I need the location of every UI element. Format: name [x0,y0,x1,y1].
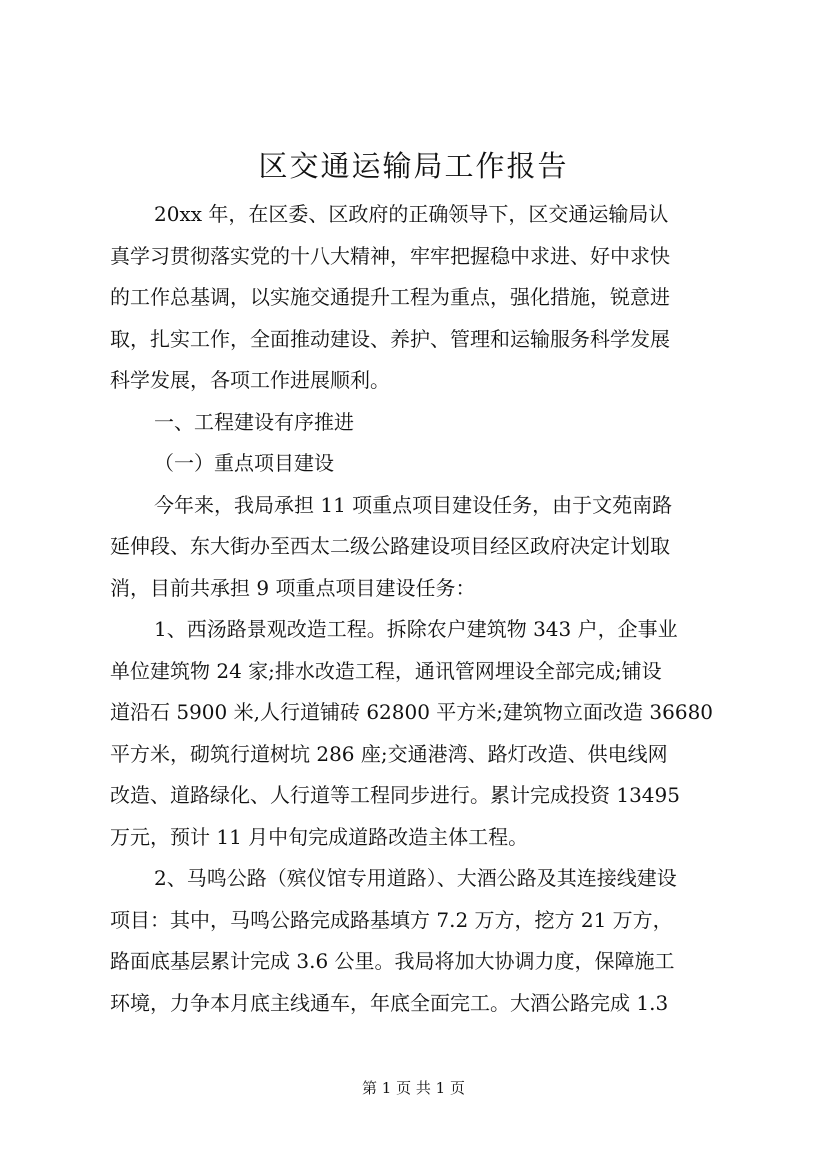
text-line: 环境，力争本月底主线通车，年底全面完工。大酒公路完成 1.3 [110,990,669,1015]
text-line: 延伸段、东大街办至西太二级公路建设项目经区政府决定计划取 [110,534,670,558]
document-title: 区交通运输局工作报告 [258,149,569,183]
text-line: 万元，预计 11 月中旬完成道路改造主体工程。 [110,824,529,849]
text-line: 道沿石 5900 米,人行道铺砖 62800 平方米;建筑物立面改造 36680 [110,700,714,724]
text-line: 2、马鸣公路（殡仪馆专用道路）、大酒公路及其连接线建设 [154,866,677,890]
document-body [110,194,730,1024]
text-line: 改造、道路绿化、人行道等工程同步进行。累计完成投资 13495 [110,783,680,807]
subsection-heading: （一）重点项目建设 [154,451,334,475]
text-line: 今年来，我局承担 11 项重点项目建设任务，由于文苑南路 [154,492,673,517]
text-line: 20xx 年，在区委、区政府的正确领导下，区交通运输局认 [154,202,669,226]
text-line: 项目：其中，马鸣公路完成路基填方 7.2 万方，挖方 21 万方， [110,907,673,932]
section-heading: 一、工程建设有序推进 [154,409,354,434]
text-line: 消，目前共承担 9 项重点项目建设任务： [110,575,476,600]
text-line: 取，扎实工作，全面推动建设、养护、管理和运输服务科学发展 [110,326,670,351]
text-line: 1、西汤路景观改造工程。拆除农户建筑物 343 户，企事业 [154,617,678,641]
text-line: 真学习贯彻落实党的十八大精神，牢牢把握稳中求进、好中求快 [110,243,670,268]
page-number-footer: 第 1 页 共 1 页 [362,1079,465,1097]
text-line: 科学发展，各项工作进展顺利。 [110,368,390,392]
text-line: 单位建筑物 24 家;排水改造工程，通讯管网埋设全部完成;铺设 [110,658,662,683]
text-line: 的工作总基调，以实施交通提升工程为重点，强化措施，锐意进 [110,285,670,309]
text-line: 平方米，砌筑行道树坑 286 座;交通港湾、路灯改造、供电线网 [110,741,668,766]
text-line: 路面底基层累计完成 3.6 公里。我局将加大协调力度，保障施工 [110,949,675,973]
